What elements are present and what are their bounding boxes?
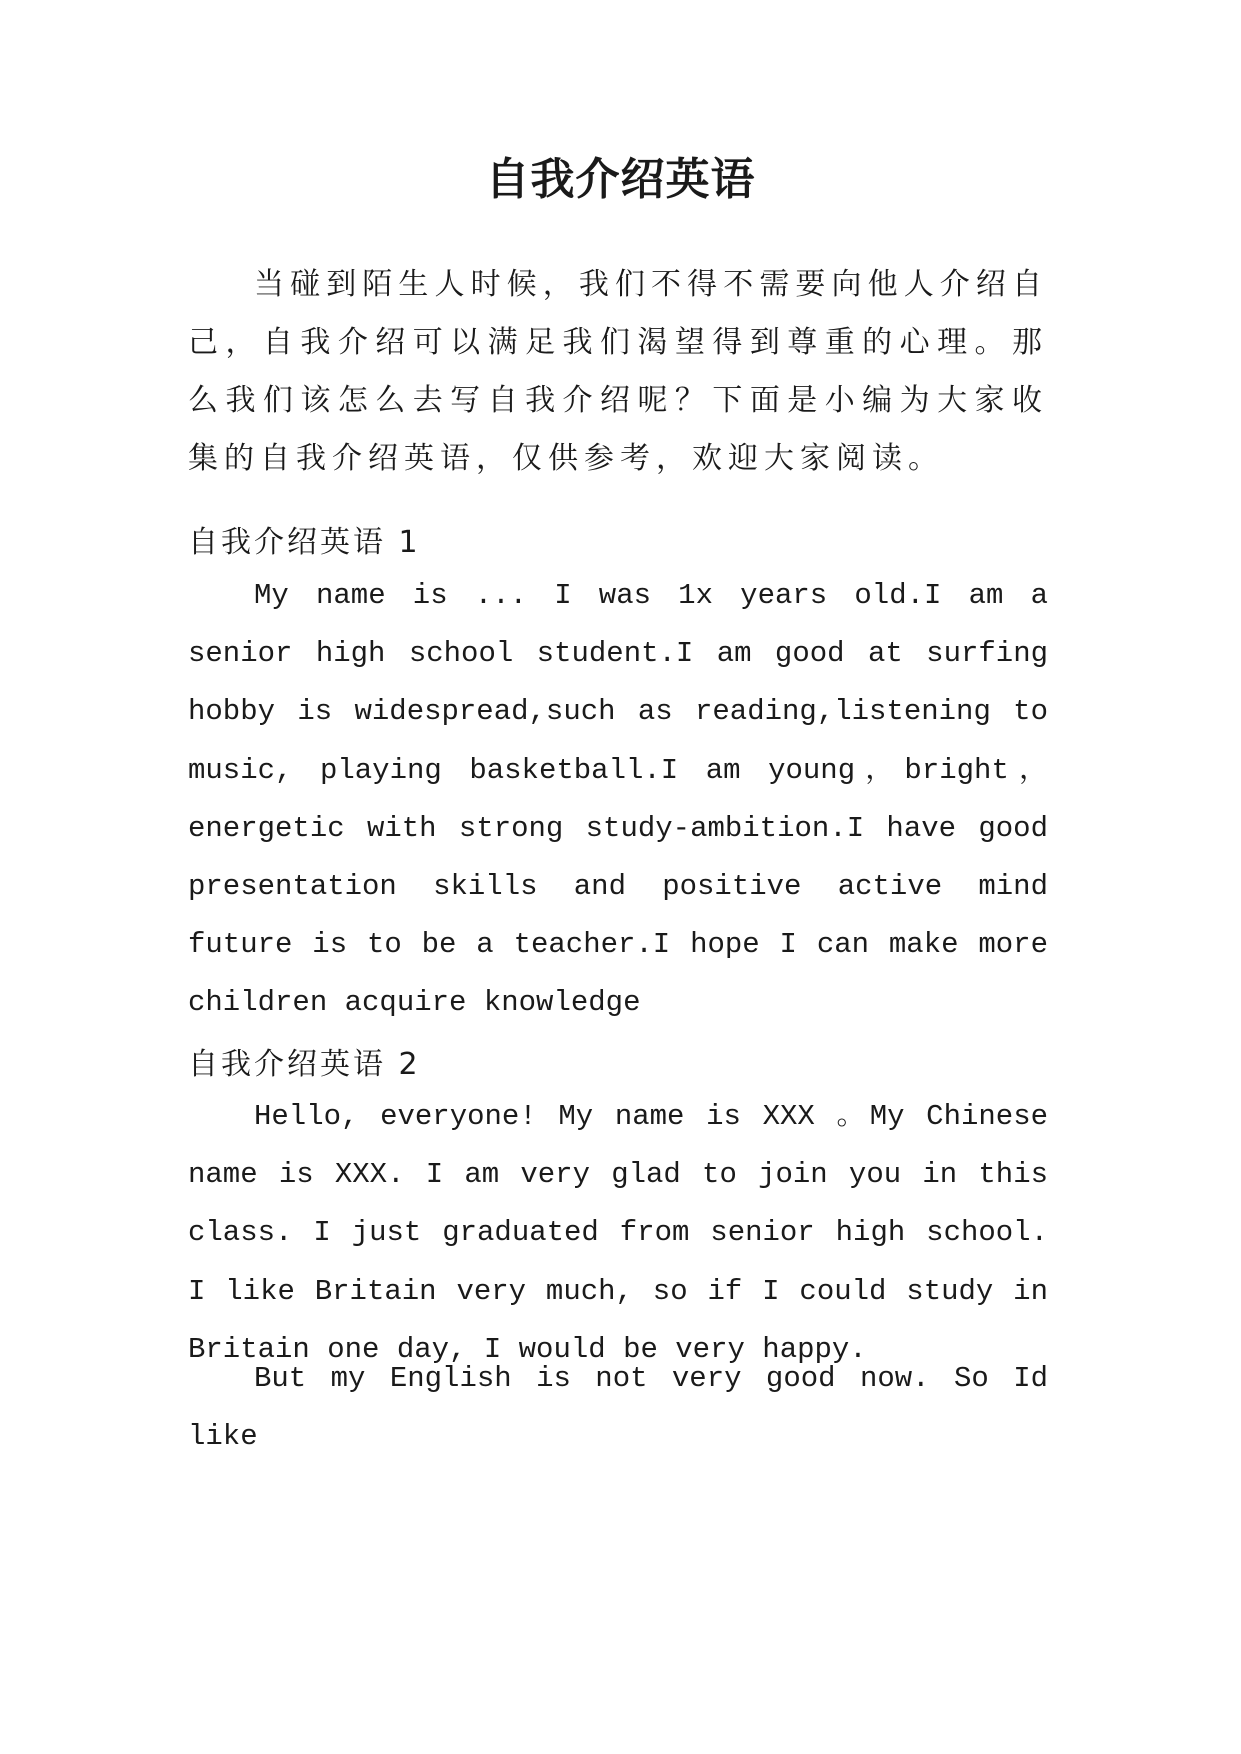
intro-paragraph: 当碰到陌生人时候，我们不得不需要向他人介绍自己，自我介绍可以满足我们渴望得到尊重的心理。那么我们该怎么去写自我介绍呢？下面是小编为大家收集的自我介绍英语，仅供参考，欢迎大家阅读。: [188, 267, 1048, 476]
section-1-paragraph: My name is ... I was 1x years old.I am a senior high school student.I am good at surfing hobby is widespread,such as reading,listening to music, playing basketball.I am young，bright，energetic with strong study-ambition.I have good presentation skills and positive active mind future is to be a teacher.I hope I can make more children acquire knowledge: [188, 579, 1048, 1020]
section-2-paragraph-1: Hello, everyone! My name is XXX 。My Chinese name is XXX. I am very glad to join you in this class. I just graduated from senior high school. I like Britain very much, so if I could study in Britain one day, I would be very happy.: [188, 1100, 1048, 1366]
section-2-paragraph-2: But my English is not very good now. So Id like: [188, 1362, 1048, 1454]
section-heading-1: 自我介绍英语 1: [188, 525, 421, 560]
document-title: 自我介绍英语: [485, 154, 756, 205]
section-heading-2: 自我介绍英语 2: [188, 1047, 421, 1082]
